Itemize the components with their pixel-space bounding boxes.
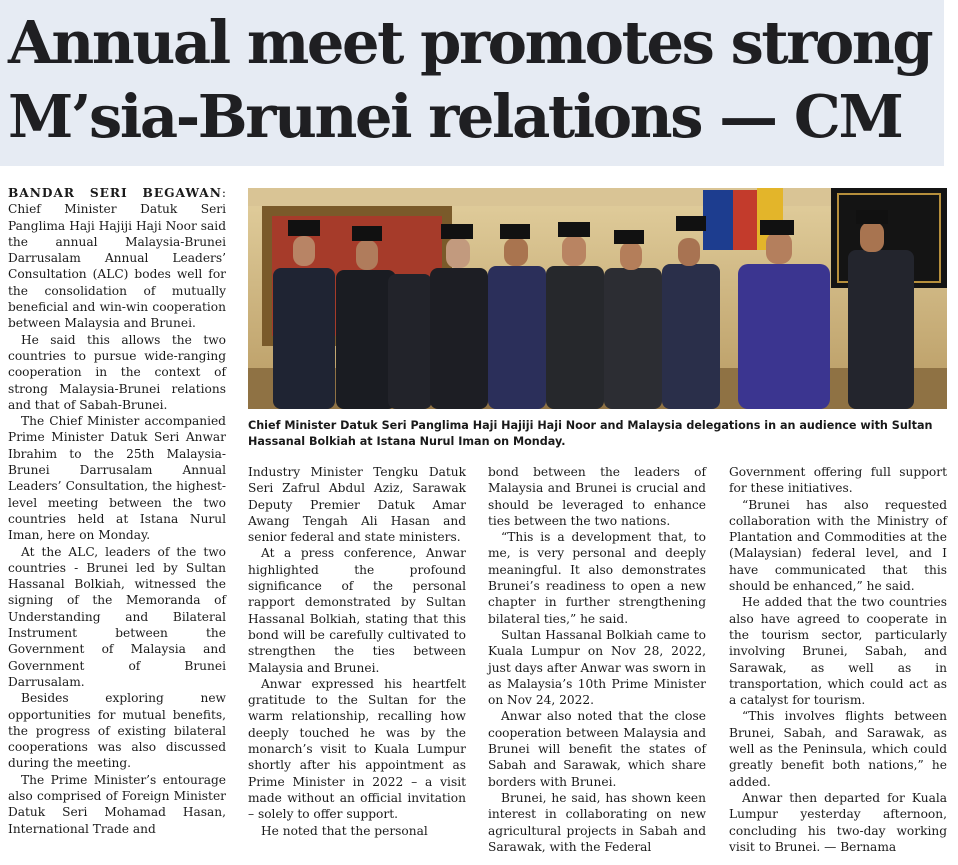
- article-paragraph: Anwar then departed for Kuala Lumpur yesterday afternoon, concluding his two-day working visit to Brunei. — Bernama: [729, 790, 947, 854]
- article-paragraph: The Chief Minister accompanied Prime Minister Datuk Seri Anwar Ibrahim to the 25th Malaysia-Brunei Darrusalam Annual Leaders’ Consultation, the highest-level meeting between the two countries held at Istana Nurul Iman, here on Monday.: [8, 414, 226, 543]
- article-paragraph: BANDAR SERI BEGAWAN: Chief Minister Datuk Seri Panglima Haji Hajiji Haji Noor said the annual Malaysia-Brunei Darrusalam Annual Leaders’ Consultation (ALC) bodes well for the consolidation of mutually beneficial and win-win cooperation between Malaysia and Brunei.: [8, 186, 226, 331]
- article-column-1: [8, 185, 226, 837]
- article-paragraph: Brunei, he said, has shown keen interest in collaborating on new agricultural projects in Sabah and Sarawak, with the Federal: [488, 790, 706, 854]
- article-paragraph: At the ALC, leaders of the two countries - Brunei led by Sultan Hassanal Bolkiah, witnessed the signing of the Memoranda of Understanding and Bilateral Instrument between the Government of Malaysia and Government of Brunei Darrusalam.: [8, 544, 226, 689]
- article-paragraph: He said this allows the two countries to pursue wide-ranging cooperation in the context of strong Malaysia-Brunei relations and that of Sabah-Brunei.: [8, 332, 226, 412]
- headline: [8, 6, 943, 154]
- headline-line-2: M’sia-Brunei relations — CM: [8, 82, 902, 151]
- article-paragraph: “This involves flights between Brunei, Sabah, and Sarawak, as well as the Peninsula, which could greatly benefit both nations,” he added.: [729, 709, 947, 789]
- article-paragraph: The Prime Minister’s entourage also comprised of Foreign Minister Datuk Seri Mohamad Hasan, International Trade and: [8, 772, 226, 836]
- article-paragraph: Government offering full support for these initiatives.: [729, 465, 947, 496]
- headline-line-1: Annual meet promotes strong: [8, 8, 932, 77]
- article-paragraph: “This is a development that, to me, is very personal and deeply meaningful. It also demonstrates Brunei’s readiness to open a new chapter in further strengthening bilateral ties,” he said.: [488, 530, 706, 626]
- article-paragraph: He added that the two countries also have agreed to cooperate in the tourism sector, particularly involving Brunei, Sabah, and Sarawak, as well as in transportation, which could act as a catalyst for tourism.: [729, 595, 947, 708]
- news-photo: [248, 188, 947, 409]
- article-paragraph: “Brunei has also requested collaboration with the Ministry of Plantation and Commodities at the (Malaysian) federal level, and I have communicated that this should be enhanced,” he said.: [729, 497, 947, 594]
- article-paragraph: Sultan Hassanal Bolkiah came to Kuala Lumpur on Nov 28, 2022, just days after Anwar was sworn in as Malaysia’s 10th Prime Minister on Nov 24, 2022.: [488, 627, 706, 708]
- article-paragraph: At a press conference, Anwar highlighted the profound significance of the personal rapport demonstrated by Sultan Hassanal Bolkiah, stating that this bond will be carefully cultivated to strengthen the ties between Malaysia and Brunei.: [248, 546, 466, 675]
- article-paragraph: He noted that the personal: [261, 823, 428, 838]
- article-column-4: [729, 464, 947, 855]
- dateline: BANDAR SERI BEGAWAN: [8, 186, 222, 200]
- article-paragraph: Industry Minister Tengku Datuk Seri Zafrul Abdul Aziz, Sarawak Deputy Premier Datuk Amar Awang Tengah Ali Hasan and senior federal and state ministers.: [248, 465, 466, 545]
- article-column-3: [488, 464, 706, 855]
- photo-caption: Chief Minister Datuk Seri Panglima Haji Hajiji Haji Noor and Malaysia delegations in an audience with Sultan Hassanal Bolkiah at Istana Nurul Iman on Monday.: [248, 419, 933, 448]
- article-paragraph: Besides exploring new opportunities for mutual benefits, the progress of existing bilateral cooperations was also discussed during the meeting.: [8, 691, 226, 771]
- article-paragraph: bond between the leaders of Malaysia and Brunei is crucial and should be leveraged to enhance ties between the two nations.: [488, 465, 706, 528]
- paragraph-text: Chief Minister Datuk Seri Panglima Haji Hajiji Haji Noor said the annual Malaysia-Brunei Darrusalam Annual Leaders’ Consultation (ALC) bodes well for the consolidation of mutually beneficial and win-win cooperation between Malaysia and Brunei.: [8, 202, 226, 331]
- article-paragraph: Anwar also noted that the close cooperation between Malaysia and Brunei will benefit the states of Sabah and Sarawak, which share borders with Brunei.: [488, 709, 706, 789]
- article-column-2: [248, 464, 466, 839]
- article-paragraph: Anwar expressed his heartfelt gratitude to the Sultan for the warm relationship, recalling how deeply touched he was by the monarch’s visit to Kuala Lumpur shortly after his appointment as Prime Minister in 2022 – a visit made without an official invitation – solely to offer support.: [248, 676, 466, 822]
